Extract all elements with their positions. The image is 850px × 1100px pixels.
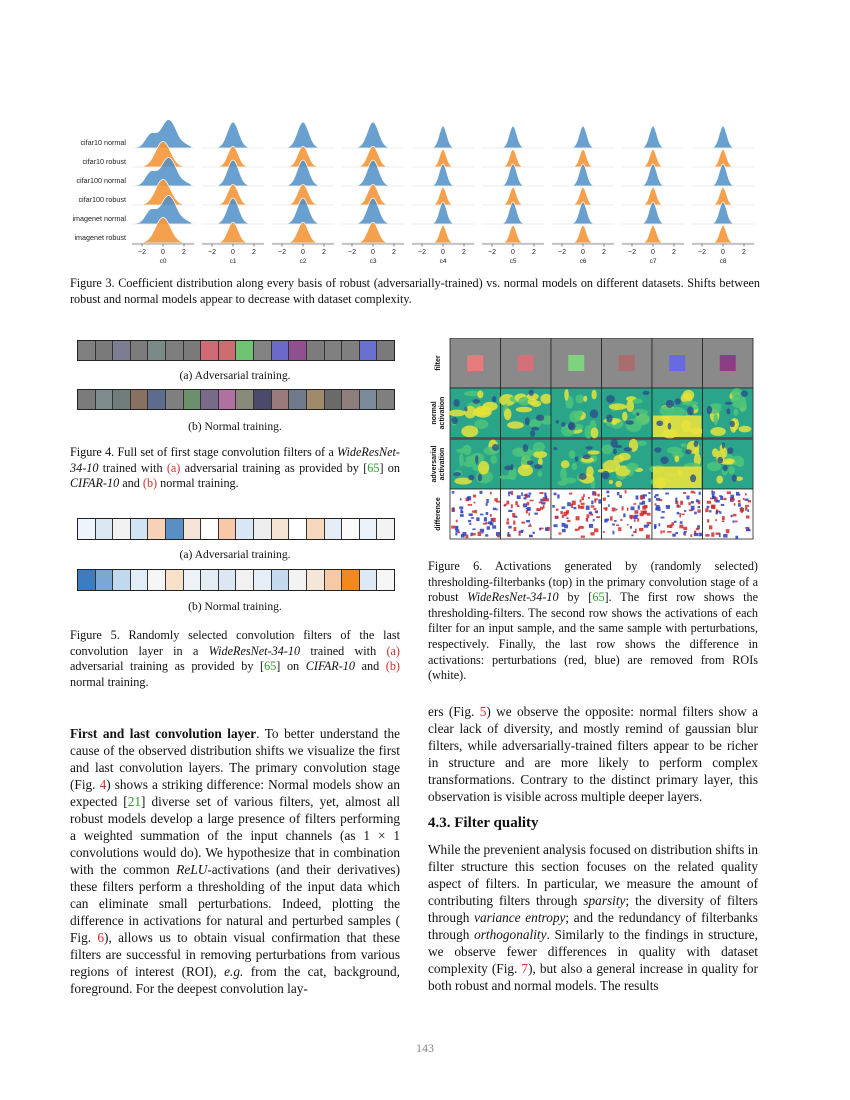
density-curve <box>571 225 595 243</box>
filter-cell-13 <box>307 341 325 360</box>
tick-label: 2 <box>742 249 746 256</box>
row-label: imagenet robust <box>74 233 126 242</box>
filter-cell-8 <box>219 519 237 539</box>
row-label: difference <box>435 497 442 531</box>
density-curve <box>213 122 253 148</box>
filter-cell-1 <box>96 570 114 590</box>
filter-cell-13 <box>307 519 325 539</box>
filter-cell-0 <box>78 519 96 539</box>
basis-label: c3 <box>369 258 377 265</box>
filter-cell-4 <box>148 341 166 360</box>
filter-cell-10 <box>254 570 272 590</box>
basis-label: c2 <box>299 258 307 265</box>
paragraph-heading: First and last convolution layer <box>70 726 257 741</box>
filter-cell-11 <box>272 341 290 360</box>
filter-cell-0 <box>78 390 96 409</box>
tick-label: 2 <box>602 249 606 256</box>
filter-cell-7 <box>201 341 219 360</box>
right-column-text: ers (Fig. 5) we observe the opposite: normal filters show a clear lack of diversity, and mostly remind of gaussian blur filters, while adversarially-trained filters appear to be richer in structure and are more likely to perform complex transformations. Contrary to the distinct primary layer, this observation is visible across multiple deeper layers. <box>428 704 758 804</box>
basis-label: c4 <box>439 258 447 265</box>
filter-swatch <box>669 355 685 371</box>
figure-3-caption: Figure 3. Coefficient distribution along every basis of robust (adversarially-trained) vs. normal models on different datasets. Shifts between robust and normal models appear to decrease with dataset complexity. <box>70 276 760 306</box>
filter-cell-10 <box>254 519 272 539</box>
density-curve <box>500 126 526 148</box>
filter-cell-10 <box>254 390 272 409</box>
filter-cell-4 <box>148 570 166 590</box>
filter-cell-4 <box>148 519 166 539</box>
filter-cell-11 <box>272 570 290 590</box>
filter-cell-3 <box>131 390 149 409</box>
row-label: activation <box>439 447 446 481</box>
filter-cell-4 <box>148 390 166 409</box>
tick-label: 0 <box>581 249 585 256</box>
filter-cell-6 <box>184 341 202 360</box>
filter-cell-10 <box>254 341 272 360</box>
filter-cell-5 <box>166 341 184 360</box>
tick-label: 0 <box>511 249 515 256</box>
row-label: filter <box>435 355 442 371</box>
figure-4b-filter-strip <box>77 389 395 410</box>
filter-cell-3 <box>131 519 149 539</box>
filter-cell-0 <box>78 570 96 590</box>
filter-cell-14 <box>325 570 343 590</box>
density-curve <box>501 225 525 243</box>
filter-cell-12 <box>289 570 307 590</box>
figure-5b-label: (b) Normal training. <box>188 600 282 613</box>
basis-label: c0 <box>159 258 167 265</box>
filter-swatch <box>720 355 736 371</box>
density-curve <box>283 160 323 186</box>
tick-label: −2 <box>488 249 496 256</box>
row-label: imagenet normal <box>72 214 126 223</box>
filter-cell-3 <box>131 341 149 360</box>
tick-label: 0 <box>441 249 445 256</box>
tick-label: 2 <box>322 249 326 256</box>
filter-cell-7 <box>201 390 219 409</box>
filter-cell-17 <box>377 390 394 409</box>
filter-cell-2 <box>113 341 131 360</box>
filter-cell-16 <box>360 341 378 360</box>
filter-cell-14 <box>325 519 343 539</box>
filter-cell-13 <box>307 390 325 409</box>
filter-cell-12 <box>289 341 307 360</box>
filter-cell-2 <box>113 519 131 539</box>
ridgeline-plot <box>70 100 760 265</box>
filter-cell-2 <box>113 390 131 409</box>
density-curve <box>570 126 596 148</box>
density-curve <box>710 126 736 148</box>
filter-swatch <box>568 355 584 371</box>
density-curve <box>283 122 323 148</box>
filter-cell-17 <box>377 341 394 360</box>
tick-label: 0 <box>721 249 725 256</box>
filter-cell-8 <box>219 390 237 409</box>
figure-4-caption: Figure 4. Full set of first stage convolution filters of a WideResNet-34-10 trained with (a) adversarial training as provided by [65] on CIFAR-10 and (b) normal training. <box>70 445 400 491</box>
density-curve <box>711 225 735 243</box>
tick-label: −2 <box>348 249 356 256</box>
tick-label: −2 <box>418 249 426 256</box>
tick-label: −2 <box>698 249 706 256</box>
figure-6 <box>428 338 758 540</box>
figure-5b-filter-strip <box>77 569 395 591</box>
filter-swatch <box>619 355 635 371</box>
figure-4a-filter-strip <box>77 340 395 361</box>
figure-4b-label: (b) Normal training. <box>188 420 282 433</box>
density-curve <box>353 198 393 224</box>
filter-cell-8 <box>219 341 237 360</box>
right-column-section-text: While the prevenient analysis focused on distribution shifts in filter structure this section focuses on the related quality aspect of filters. In particular, we measure the amount of contributing filters through sparsity; the diversity of filters through variance entropy; and the redundancy of filterbanks through orthogonality. Similarly to the findings in structure, we observe fewer differences in quality with dataset complexity (Fig. 7), but also a general increase in quality for both robust and normal models. The results <box>428 842 758 993</box>
row-label: adversarial <box>431 445 438 483</box>
filter-cell-5 <box>166 519 184 539</box>
filter-cell-15 <box>342 341 360 360</box>
tick-label: 0 <box>371 249 375 256</box>
filter-swatch <box>467 355 483 371</box>
tick-label: 0 <box>161 249 165 256</box>
filter-cell-15 <box>342 390 360 409</box>
page-number: 143 <box>416 1041 434 1055</box>
filter-cell-16 <box>360 390 378 409</box>
figure-3 <box>70 100 760 265</box>
activation-grid <box>428 338 758 540</box>
filter-cell-11 <box>272 519 290 539</box>
filter-cell-5 <box>166 390 184 409</box>
density-curve <box>430 126 456 148</box>
filter-cell-12 <box>289 519 307 539</box>
filter-cell-6 <box>184 519 202 539</box>
tick-label: 0 <box>231 249 235 256</box>
filter-cell-16 <box>360 570 378 590</box>
tick-label: 2 <box>532 249 536 256</box>
row-label: cifar100 robust <box>78 195 126 204</box>
tick-label: −2 <box>278 249 286 256</box>
row-label: normal <box>431 401 438 425</box>
filter-cell-9 <box>236 390 254 409</box>
density-curve <box>215 222 251 243</box>
basis-label: c1 <box>229 258 237 265</box>
basis-label: c5 <box>509 258 517 265</box>
filter-cell-6 <box>184 390 202 409</box>
density-curve <box>640 126 666 148</box>
filter-cell-15 <box>342 570 360 590</box>
filter-cell-16 <box>360 519 378 539</box>
density-curve <box>355 222 391 243</box>
filter-cell-5 <box>166 570 184 590</box>
density-curve <box>285 222 321 243</box>
section-heading: 4.3. Filter quality <box>428 815 539 831</box>
basis-label: c6 <box>579 258 587 265</box>
tick-label: 2 <box>182 249 186 256</box>
tick-label: 0 <box>301 249 305 256</box>
figure-5a-label: (a) Adversarial training. <box>179 548 291 561</box>
figure-6-caption: Figure 6. Activations generated by (randomly selected) thresholding-filterbanks (top) in the primary convolution stage of a robust WideResNet-34-10 by [65]. The first row shows the thresholding-filters. The second row shows the activations of each filter for an input sample, and the same sample with perturbations, respectively. Finally, the last row shows the difference in activations: perturbations (red, blue) are removed from ROIs (white). <box>428 559 759 683</box>
filter-swatch <box>518 355 534 371</box>
filter-cell-6 <box>184 570 202 590</box>
filter-cell-7 <box>201 570 219 590</box>
row-label: cifar100 normal <box>76 176 126 185</box>
filter-cell-17 <box>377 570 394 590</box>
tick-label: −2 <box>558 249 566 256</box>
filter-cell-3 <box>131 570 149 590</box>
density-curve <box>283 198 323 224</box>
tick-label: 2 <box>252 249 256 256</box>
tick-label: 2 <box>672 249 676 256</box>
filter-cell-13 <box>307 570 325 590</box>
filter-cell-9 <box>236 341 254 360</box>
filter-cell-9 <box>236 519 254 539</box>
density-curve <box>353 122 393 148</box>
density-curve <box>213 198 253 224</box>
filter-cell-15 <box>342 519 360 539</box>
filter-cell-1 <box>96 341 114 360</box>
row-label: cifar10 normal <box>80 138 126 147</box>
row-label: cifar10 robust <box>82 157 126 166</box>
tick-label: 2 <box>392 249 396 256</box>
density-curve <box>431 225 455 243</box>
tick-label: 0 <box>651 249 655 256</box>
left-column-text: First and last convolution layer. To better understand the cause of the observed distribution shifts we visualize the first and last convolution layers. The primary convolution stage (Fig. 4) shows a striking difference: Normal models show an expected [21] diverse set of various filters, yet, almost all robust models develop a large presence of filters performing a weighted summation of the input channels (as 1 × 1 convolutions would do). We hypothesize that in combination with the common ReLU-activations (and their derivatives) these filters perform a thresholding of the input data which can eliminate small perturbations. Indeed, plotting the difference in activations for natural and perturbed samples ( Fig. 6), allows us to obtain visual confirmation that these filters are successful in removing perturbations from various regions of interest (ROI), e.g. from the cat, background, foreground. For the deepest convolution lay- <box>70 726 401 996</box>
tick-label: −2 <box>138 249 146 256</box>
filter-cell-11 <box>272 390 290 409</box>
filter-cell-8 <box>219 570 237 590</box>
filter-cell-12 <box>289 390 307 409</box>
filter-cell-7 <box>201 519 219 539</box>
tick-label: −2 <box>628 249 636 256</box>
figure-5a-filter-strip <box>77 518 395 540</box>
filter-cell-1 <box>96 390 114 409</box>
density-curve <box>213 160 253 186</box>
basis-label: c8 <box>719 258 727 265</box>
figure-4a-label: (a) Adversarial training. <box>179 369 291 382</box>
tick-label: 2 <box>462 249 466 256</box>
figure-5-caption: Figure 5. Randomly selected convolution filters of the last convolution layer in a WideResNet-34-10 trained with (a) adversarial training as provided by [65] on CIFAR-10 and (b) normal training. <box>70 628 400 689</box>
tick-label: −2 <box>208 249 216 256</box>
filter-cell-17 <box>377 519 394 539</box>
filter-cell-9 <box>236 570 254 590</box>
density-curve <box>353 160 393 186</box>
filter-cell-14 <box>325 390 343 409</box>
row-label: activation <box>439 396 446 430</box>
basis-label: c7 <box>649 258 657 265</box>
density-curve <box>641 225 665 243</box>
filter-cell-1 <box>96 519 114 539</box>
filter-cell-2 <box>113 570 131 590</box>
filter-cell-14 <box>325 341 343 360</box>
filter-cell-0 <box>78 341 96 360</box>
